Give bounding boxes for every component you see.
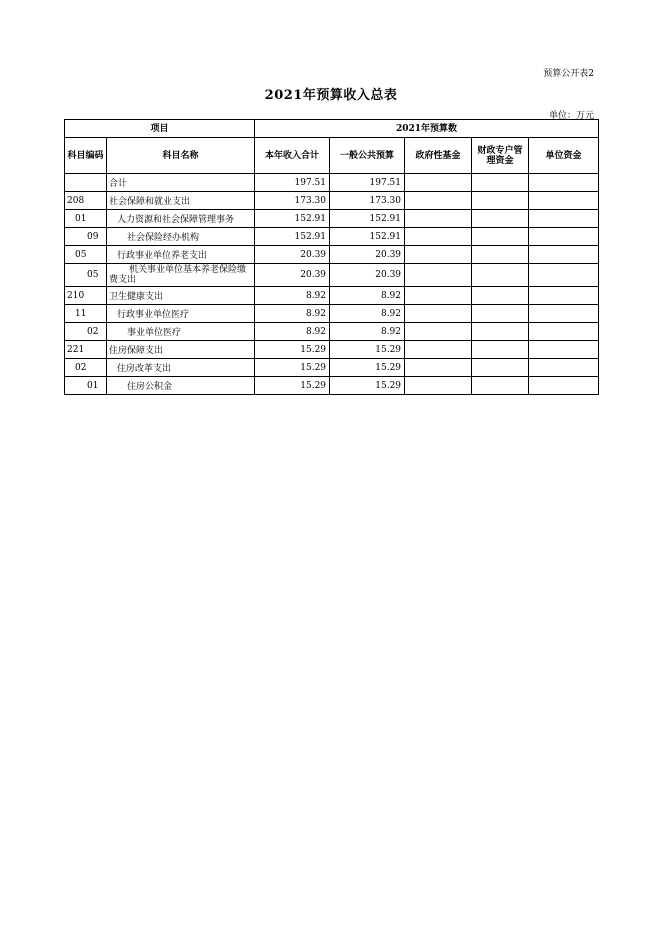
header-budget-group: 2021年预算数 [255, 120, 599, 138]
table-row [65, 305, 599, 323]
table-row [65, 174, 599, 192]
row-code: 210 [65, 287, 107, 305]
header-code: 科目编码 [65, 138, 107, 174]
row-unit-funds [529, 192, 599, 210]
row-unit-funds [529, 341, 599, 359]
row-unit-funds [529, 228, 599, 246]
row-special [472, 305, 529, 323]
row-general: 20.39 [330, 246, 405, 264]
row-general: 152.91 [330, 210, 405, 228]
row-name: 社会保障和就业支出 [107, 192, 255, 210]
unit-label: 单位：万元 [548, 111, 594, 121]
row-code: 02 [65, 323, 107, 341]
row-code: 01 [65, 377, 107, 395]
row-general: 15.29 [330, 377, 405, 395]
row-gov-fund [405, 228, 472, 246]
row-gov-fund [405, 341, 472, 359]
table-row [65, 210, 599, 228]
row-unit-funds [529, 287, 599, 305]
header-unit-funds: 单位资金 [529, 138, 599, 174]
header-total: 本年收入合计 [255, 138, 330, 174]
row-special [472, 246, 529, 264]
row-special [472, 377, 529, 395]
row-name: 行政事业单位医疗 [107, 305, 255, 323]
row-unit-funds [529, 305, 599, 323]
table-row [65, 264, 599, 287]
row-special [472, 174, 529, 192]
row-general: 173.30 [330, 192, 405, 210]
header-item-group: 项目 [65, 120, 255, 138]
row-total: 8.92 [255, 323, 330, 341]
row-special [472, 228, 529, 246]
row-total: 15.29 [255, 341, 330, 359]
row-code: 208 [65, 192, 107, 210]
row-general: 8.92 [330, 323, 405, 341]
row-name: 人力资源和社会保障管理事务 [107, 210, 255, 228]
row-total: 15.29 [255, 377, 330, 395]
row-code: 11 [65, 305, 107, 323]
row-general: 197.51 [330, 174, 405, 192]
table-row [65, 323, 599, 341]
row-total: 197.51 [255, 174, 330, 192]
header-general: 一般公共预算 [330, 138, 405, 174]
row-general: 20.39 [330, 264, 405, 287]
budget-revenue-table [64, 119, 599, 395]
row-total: 8.92 [255, 287, 330, 305]
row-name: 行政事业单位养老支出 [107, 246, 255, 264]
table-row [65, 287, 599, 305]
row-gov-fund [405, 359, 472, 377]
table-row [65, 246, 599, 264]
row-total: 152.91 [255, 228, 330, 246]
row-gov-fund [405, 305, 472, 323]
row-special [472, 287, 529, 305]
row-name: 住房改革支出 [107, 359, 255, 377]
row-general: 152.91 [330, 228, 405, 246]
row-unit-funds [529, 246, 599, 264]
table-row [65, 359, 599, 377]
row-unit-funds [529, 210, 599, 228]
row-general: 15.29 [330, 359, 405, 377]
row-name: 卫生健康支出 [107, 287, 255, 305]
header-row-2 [65, 138, 599, 174]
row-general: 15.29 [330, 341, 405, 359]
row-special [472, 341, 529, 359]
row-name: 社会保险经办机构 [107, 228, 255, 246]
row-gov-fund [405, 287, 472, 305]
row-special [472, 359, 529, 377]
row-code: 221 [65, 341, 107, 359]
form-number: 预算公开表2 [543, 69, 594, 79]
row-code [65, 174, 107, 192]
header-name: 科目名称 [107, 138, 255, 174]
row-general: 8.92 [330, 305, 405, 323]
row-name: 合计 [107, 174, 255, 192]
row-code: 02 [65, 359, 107, 377]
row-total: 8.92 [255, 305, 330, 323]
row-unit-funds [529, 264, 599, 287]
row-unit-funds [529, 323, 599, 341]
table-row [65, 228, 599, 246]
row-unit-funds [529, 359, 599, 377]
table-row [65, 192, 599, 210]
row-gov-fund [405, 377, 472, 395]
row-name: 事业单位医疗 [107, 323, 255, 341]
row-general: 8.92 [330, 287, 405, 305]
row-code: 09 [65, 228, 107, 246]
row-gov-fund [405, 264, 472, 287]
row-gov-fund [405, 192, 472, 210]
row-code: 05 [65, 264, 107, 287]
row-special [472, 323, 529, 341]
table-row [65, 377, 599, 395]
header-gov-fund: 政府性基金 [405, 138, 472, 174]
row-code: 01 [65, 210, 107, 228]
row-unit-funds [529, 377, 599, 395]
header-row-1 [65, 120, 599, 138]
row-special [472, 264, 529, 287]
row-name: 机关事业单位基本养老保险缴费支出 [107, 264, 255, 287]
table-row [65, 341, 599, 359]
row-total: 20.39 [255, 264, 330, 287]
row-gov-fund [405, 210, 472, 228]
row-unit-funds [529, 174, 599, 192]
row-name: 住房公积金 [107, 377, 255, 395]
row-gov-fund [405, 174, 472, 192]
row-total: 15.29 [255, 359, 330, 377]
row-total: 20.39 [255, 246, 330, 264]
row-special [472, 210, 529, 228]
row-total: 152.91 [255, 210, 330, 228]
row-total: 173.30 [255, 192, 330, 210]
header-special: 财政专户管理资金 [472, 138, 529, 174]
row-gov-fund [405, 246, 472, 264]
page-title: 2021年预算收入总表 [264, 88, 398, 103]
row-name: 住房保障支出 [107, 341, 255, 359]
row-gov-fund [405, 323, 472, 341]
row-code: 05 [65, 246, 107, 264]
row-special [472, 192, 529, 210]
